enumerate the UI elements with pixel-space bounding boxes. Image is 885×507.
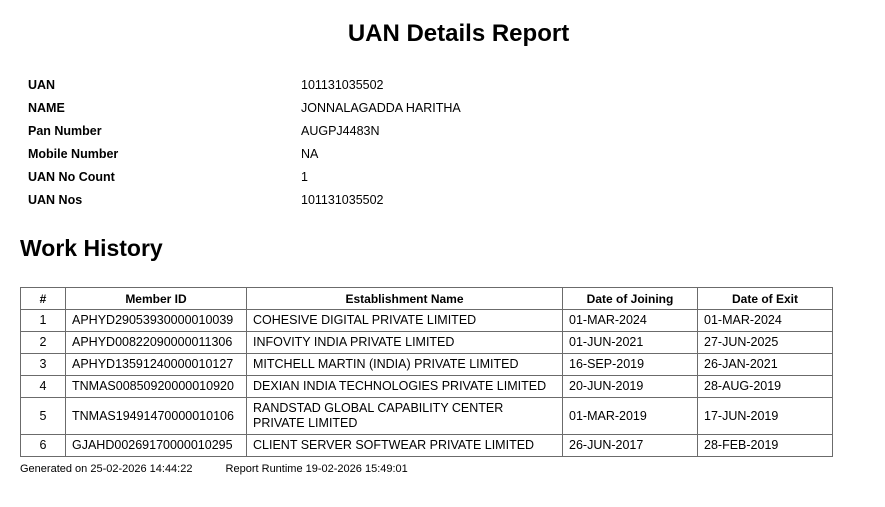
member-id-cell: APHYD29053930000010039 (66, 310, 247, 332)
establishment-cell: COHESIVE DIGITAL PRIVATE LIMITED (247, 310, 563, 332)
doe-cell: 28-FEB-2019 (698, 435, 833, 457)
detail-value: AUGPJ4483N (301, 124, 380, 138)
column-header-num: # (21, 288, 66, 310)
row-number: 2 (21, 332, 66, 354)
report-footer (20, 463, 408, 475)
doj-cell: 20-JUN-2019 (563, 376, 698, 398)
establishment-cell: INFOVITY INDIA PRIVATE LIMITED (247, 332, 563, 354)
column-header-member-id: Member ID (66, 288, 247, 310)
report-runtime-text: Report Runtime 19-02-2026 15:49:01 (225, 463, 408, 475)
detail-label: Mobile Number (28, 147, 119, 161)
establishment-cell: MITCHELL MARTIN (INDIA) PRIVATE LIMITED (247, 354, 563, 376)
doe-cell: 26-JAN-2021 (698, 354, 833, 376)
detail-value: NA (301, 147, 319, 161)
row-number: 3 (21, 354, 66, 376)
row-number: 6 (21, 435, 66, 457)
detail-label: UAN No Count (28, 170, 115, 184)
work-history-title: Work History (20, 235, 163, 261)
detail-label: UAN (28, 78, 56, 92)
doj-cell: 01-MAR-2019 (563, 398, 698, 435)
member-id-cell: APHYD13591240000010127 (66, 354, 247, 376)
member-id-cell: TNMAS19491470000010106 (66, 398, 247, 435)
doe-cell: 28-AUG-2019 (698, 376, 833, 398)
doj-cell: 01-JUN-2021 (563, 332, 698, 354)
table-row (21, 332, 833, 354)
establishment-cell: CLIENT SERVER SOFTWEAR PRIVATE LIMITED (247, 435, 563, 457)
member-id-cell: GJAHD00269170000010295 (66, 435, 247, 457)
column-header-doj: Date of Joining (563, 288, 698, 310)
generated-on-text: Generated on 25-02-2026 14:44:22 (20, 463, 193, 475)
column-header-doe: Date of Exit (698, 288, 833, 310)
work-history-table (20, 287, 833, 457)
doe-cell: 17-JUN-2019 (698, 398, 833, 435)
member-id-cell: APHYD00822090000011306 (66, 332, 247, 354)
detail-label: UAN Nos (28, 193, 83, 207)
establishment-cell: DEXIAN INDIA TECHNOLOGIES PRIVATE LIMITED (247, 376, 563, 398)
doj-cell: 16-SEP-2019 (563, 354, 698, 376)
detail-label: Pan Number (28, 124, 102, 138)
table-row (21, 435, 833, 457)
row-number: 1 (21, 310, 66, 332)
row-number: 4 (21, 376, 66, 398)
establishment-cell: RANDSTAD GLOBAL CAPABILITY CENTER PRIVATE LIMITED (247, 398, 563, 435)
table-row (21, 376, 833, 398)
detail-value: 1 (301, 170, 308, 184)
row-number: 5 (21, 398, 66, 435)
detail-value: JONNALAGADDA HARITHA (301, 101, 461, 115)
table-row (21, 398, 833, 435)
doj-cell: 26-JUN-2017 (563, 435, 698, 457)
detail-label: NAME (28, 101, 65, 115)
doe-cell: 01-MAR-2024 (698, 310, 833, 332)
report-title: UAN Details Report (347, 20, 570, 47)
detail-value: 101131035502 (301, 193, 384, 207)
detail-value: 101131035502 (301, 78, 384, 92)
table-header-row (21, 288, 833, 310)
table-row (21, 310, 833, 332)
column-header-establishment: Establishment Name (247, 288, 563, 310)
table-row (21, 354, 833, 376)
member-id-cell: TNMAS00850920000010920 (66, 376, 247, 398)
doj-cell: 01-MAR-2024 (563, 310, 698, 332)
doe-cell: 27-JUN-2025 (698, 332, 833, 354)
